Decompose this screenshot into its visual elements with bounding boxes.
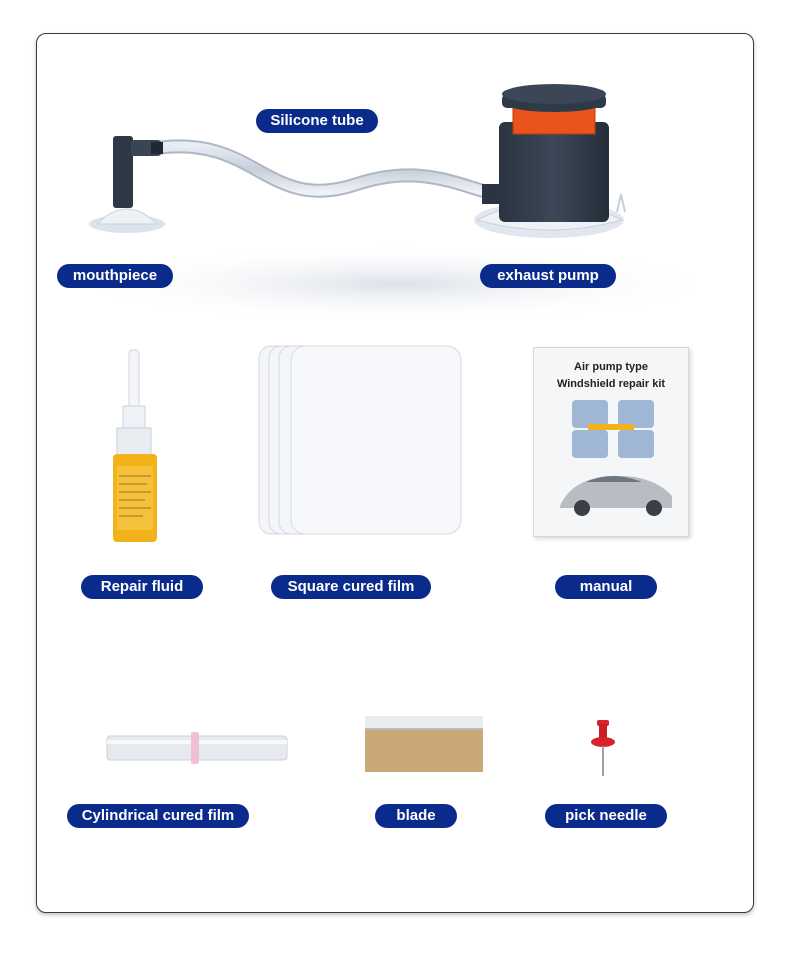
label-pick-needle: pick needle: [545, 804, 667, 828]
manual-cover-image: [542, 396, 680, 520]
label-manual: manual: [555, 575, 657, 599]
label-cylindrical-cured-film: Cylindrical cured film: [67, 804, 249, 828]
cylindrical-cured-film: [105, 728, 289, 768]
label-repair-fluid: Repair fluid: [81, 575, 203, 599]
manual-title-line2: Windshield repair kit: [556, 378, 666, 390]
repair-fluid-bottle: [107, 346, 167, 546]
mouthpiece-graphic: [89, 136, 165, 233]
manual-title-line1: Air pump type: [574, 361, 648, 373]
manual-booklet: [533, 347, 689, 537]
label-mouthpiece: mouthpiece: [57, 264, 173, 288]
square-cured-film-stack: [257, 344, 467, 538]
pump-assembly-illustration: [37, 34, 753, 334]
label-exhaust-pump: exhaust pump: [480, 264, 616, 288]
exhaust-pump-graphic: [474, 84, 625, 238]
label-silicone-tube: Silicone tube: [256, 109, 378, 133]
product-card: [36, 33, 754, 913]
label-blade: blade: [375, 804, 457, 828]
pick-needle-graphic: [587, 718, 619, 780]
blade-graphic: [363, 714, 485, 774]
label-square-cured-film: Square cured film: [271, 575, 431, 599]
